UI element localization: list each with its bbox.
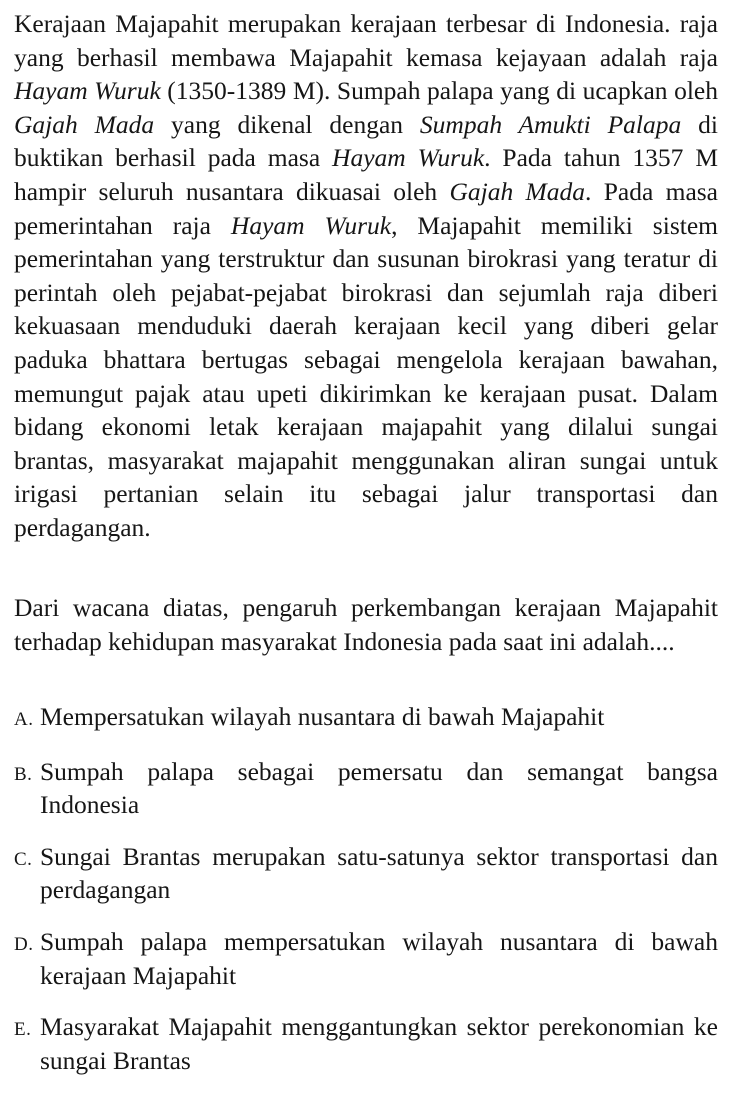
- passage-text: . Pada masa pemerintahan raja: [14, 176, 718, 240]
- passage-emphasis: Sumpah Amukti Palapa: [419, 109, 682, 139]
- option-letter: D.: [14, 933, 34, 955]
- passage-text: , Majapahit memiliki sistem pemerintahan yang terstruktur dan susunan birokrasi yang teratur di perintah oleh pejabat-pejabat birokrasi dan sejumlah raja diberi kekuasaan menduduki daerah kerajaan kecil yang diberi gelar paduka bhattara bertugas sebagai mengelola kerajaan bawahan, memungut pajak atau upeti dikirimkan ke kerajaan pusat. Dalam bidang ekonomi letak kerajaan majapahit yang dilalui sungai brantas, masyarakat majapahit menggunakan aliran sungai untuk irigasi pertanian selain itu sebagai jalur transportasi dan perdagangan.: [14, 210, 718, 542]
- passage-text: Kerajaan Majapahit merupakan kerajaan terbesar di Indonesia. raja yang berhasil membawa Majapahit kemasa kejayaan adalah raja: [14, 9, 718, 72]
- answer-option-e[interactable]: [14, 1010, 718, 1077]
- answer-option-c[interactable]: [14, 840, 718, 907]
- answer-option-a[interactable]: [14, 700, 718, 737]
- passage-emphasis: Hayam Wuruk: [230, 210, 392, 240]
- question-stem: Dari wacana diatas, pengaruh perkembangan kerajaan Majapahit terhadap kehidupan masyarakat Indonesia pada saat ini adalah....: [14, 593, 718, 656]
- passage-emphasis: Gajah Mada: [14, 109, 155, 139]
- option-text: Sumpah palapa sebagai pemersatu dan semangat bangsa Indonesia: [40, 756, 718, 820]
- answer-options: [14, 700, 718, 1095]
- option-letter: B.: [14, 763, 33, 785]
- reading-passage: [14, 7, 718, 545]
- passage-emphasis: Hayam Wuruk: [332, 143, 485, 173]
- option-letter: E.: [14, 1019, 32, 1041]
- passage-text: (1350-1389 M). Sumpah palapa yang di ucapkan oleh: [160, 76, 718, 106]
- answer-option-d[interactable]: [14, 925, 718, 992]
- option-text: Sungai Brantas merupakan satu-satunya sektor transportasi dan perdagangan: [40, 841, 718, 905]
- option-text: Masyarakat Majapahit menggantungkan sektor perekonomian ke sungai Brantas: [40, 1012, 718, 1075]
- option-text: Mempersatukan wilayah nusantara di bawah Majapahit: [40, 702, 605, 731]
- option-letter: A.: [14, 709, 34, 730]
- passage-emphasis: Hayam Wuruk: [14, 76, 161, 106]
- passage-text: di buktikan berhasil pada masa: [14, 109, 718, 173]
- option-letter: C.: [14, 848, 33, 870]
- passage-emphasis: Gajah Mada: [449, 176, 586, 206]
- passage-text: . Pada tahun 1357 M hampir seluruh nusantara dikuasai oleh: [14, 143, 718, 206]
- option-text: Sumpah palapa mempersatukan wilayah nusantara di bawah kerajaan Majapahit: [40, 926, 718, 990]
- passage-text: yang dikenal dengan: [154, 109, 420, 139]
- answer-option-b[interactable]: [14, 755, 718, 822]
